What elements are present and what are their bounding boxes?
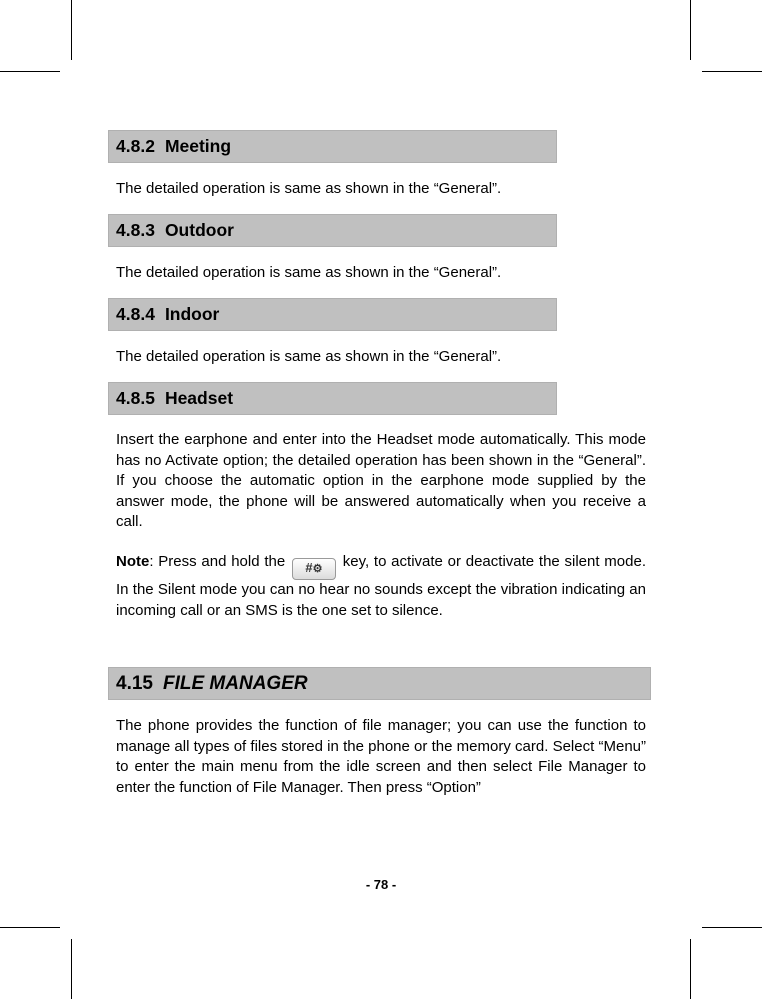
section-number: 4.8.3 <box>116 220 155 240</box>
headset-note <box>116 552 646 621</box>
section-title: Outdoor <box>164 220 234 240</box>
section-heading-meeting <box>108 130 557 163</box>
hash-key-glyph: # <box>305 560 313 575</box>
section-number: 4.8.4 <box>116 304 155 324</box>
section-body-meeting: The detailed operation is same as shown in the “General”. <box>116 180 502 197</box>
crop-mark <box>71 0 72 60</box>
section-body-indoor: The detailed operation is same as shown in the “General”. <box>116 348 502 365</box>
section-body-outdoor: The detailed operation is same as shown in the “General”. <box>116 264 502 281</box>
headset-paragraph: Insert the earphone and enter into the Headset mode automatically. This mode has no Activate option; the detailed operation has been shown in the “General”. If you choose the automatic option in the earphone mode supplied by the answer mode, the phone will be answered automatically when you receive a call. <box>116 431 646 530</box>
crop-mark <box>71 939 72 999</box>
section-title: Headset <box>164 388 234 408</box>
crop-mark <box>0 927 60 928</box>
section-heading-indoor <box>108 298 557 331</box>
note-text-before: : Press and hold the <box>149 553 286 570</box>
section-heading-headset <box>108 382 557 415</box>
crop-mark <box>690 939 691 999</box>
section-heading-file-manager <box>108 667 651 700</box>
file-manager-paragraph: The phone provides the function of file manager; you can use the function to manage all types of files stored in the phone or the memory card. Select “Menu” to enter the main menu from the idle screen and then select File Manager to enter the function of File Manager. Then press “Option” <box>116 717 646 796</box>
crop-mark <box>0 71 60 72</box>
note-label: Note <box>116 553 150 570</box>
section-title: FILE MANAGER <box>162 673 308 694</box>
section-number: 4.8.2 <box>116 136 155 156</box>
crop-mark <box>702 927 762 928</box>
crop-mark <box>690 0 691 60</box>
page-number: - 78 - <box>365 877 397 892</box>
section-number: 4.8.5 <box>116 388 155 408</box>
hash-key-icon: #⚙ <box>292 558 336 580</box>
section-number: 4.15 <box>116 673 153 694</box>
section-heading-outdoor <box>108 214 557 247</box>
section-title: Meeting <box>164 136 232 156</box>
section-title: Indoor <box>164 304 220 324</box>
crop-mark <box>702 71 762 72</box>
note-text-after: key, to activate or deactivate the silent mode. In the Silent mode you can no hear no sounds except the vibration indicating an incoming call or an SMS is the one set to silence. <box>116 553 646 619</box>
